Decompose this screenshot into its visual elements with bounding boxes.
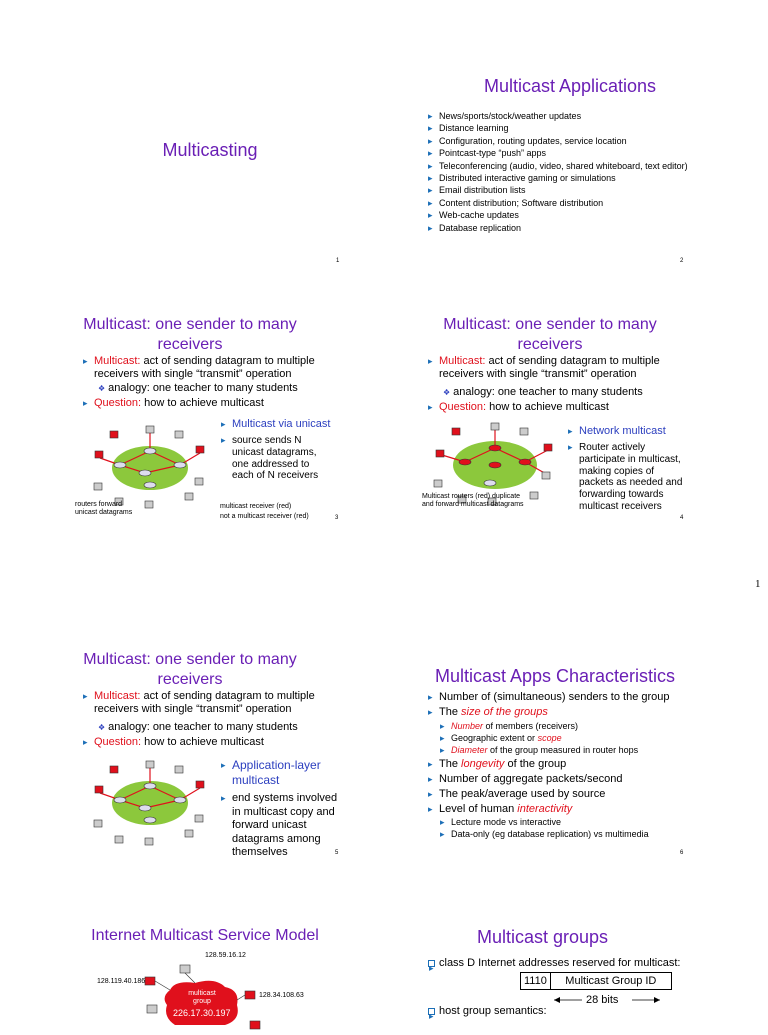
title-line: Multicast: one sender to many — [443, 316, 657, 333]
list-item — [83, 690, 328, 716]
characteristics-list-2 — [428, 757, 718, 817]
list-item: ▸ Database replication — [428, 222, 688, 234]
ip-right: 128.34.108.63 — [259, 992, 304, 999]
main-bullets — [83, 690, 328, 716]
side-heading: ▸ Application-layer multicast — [221, 758, 341, 788]
slide-4 — [400, 315, 740, 530]
group-address: 226.17.30.197 — [173, 1008, 231, 1018]
slide-number: 2 — [680, 258, 684, 264]
slide-7 — [55, 915, 395, 1024]
slide-3 — [55, 315, 395, 530]
network-diagram — [90, 423, 210, 513]
slide-number: 1 — [336, 258, 340, 264]
list-item: ▸ Number of (simultaneous) senders to the group — [428, 690, 718, 705]
emphasis: Number — [451, 721, 484, 731]
address-format — [520, 972, 672, 990]
term-multicast: Multicast: — [439, 355, 486, 367]
list-item — [440, 744, 710, 756]
text: The — [439, 706, 462, 718]
definition: act of sending datagram to multiple receivers with single “transmit” operation — [94, 690, 315, 715]
list-item: ▸ Web-cache updates — [428, 209, 688, 221]
question: how to achieve multicast — [486, 401, 609, 413]
title-line: receivers — [517, 336, 583, 353]
text: of the group — [504, 758, 567, 770]
slide-title: Multicast Apps Characteristics — [434, 666, 676, 686]
list-item: ▸ Data-only (eg database replication) vs multimedia — [440, 828, 720, 840]
slide-title — [55, 315, 325, 355]
text: of the group measured in router hops — [487, 745, 639, 755]
list-item — [440, 720, 710, 732]
list-item: ▸ Lecture mode vs interactive — [440, 816, 720, 828]
list-item: ▸ Number of aggregate packets/second — [428, 772, 718, 787]
emphasis: scope — [537, 733, 562, 743]
emphasis: Diameter — [451, 745, 488, 755]
main-bullets — [83, 355, 328, 381]
bits-label: 28 bits — [586, 994, 619, 1006]
question-bullet — [83, 736, 328, 749]
list-item — [440, 732, 710, 744]
side-heading: ▸ Network multicast — [568, 425, 683, 438]
address-prefix: 1110 — [521, 973, 551, 989]
slide-number: 3 — [335, 515, 339, 521]
title-line: receivers — [157, 671, 223, 688]
caption: Multicast routers (red) duplicate and forward multicast datagrams — [422, 493, 524, 508]
slide-number: 6 — [680, 850, 684, 856]
term-multicast: Multicast: — [94, 690, 141, 702]
side-bullets — [221, 418, 333, 482]
list-item: ▸ Teleconferencing (audio, video, shared whiteboard, text editor) — [428, 160, 688, 172]
list-item — [83, 736, 328, 749]
slide-8 — [400, 915, 740, 1024]
list-item: ▸ Configuration, routing updates, service location — [428, 135, 688, 147]
list-item — [83, 355, 328, 381]
emphasis: longevity — [461, 758, 505, 770]
term-question: Question: — [94, 397, 142, 409]
page-number: 1 — [755, 578, 761, 590]
term-question: Question: — [94, 736, 142, 748]
title-line: Multicast: one sender to many — [83, 651, 297, 668]
list-item — [428, 401, 698, 414]
ip-left: 128.119.40.186 — [97, 978, 146, 985]
characteristics-list — [428, 690, 718, 720]
list-item: ▸ Distance learning — [428, 122, 688, 134]
slide-6 — [400, 650, 740, 865]
question-bullet — [428, 401, 698, 414]
list-item — [428, 757, 718, 772]
analogy: ❖ analogy: one teacher to many students — [98, 382, 298, 394]
slide-title — [400, 315, 700, 355]
term-question: Question: — [439, 401, 487, 413]
caption-right-1: multicast receiver (red) — [220, 503, 292, 510]
title-line: receivers — [157, 336, 223, 353]
text: The — [439, 758, 462, 770]
groups-list-2 — [428, 1004, 728, 1018]
side-text: ▸ source sends N unicast datagrams, one addressed to each of N receivers — [221, 435, 333, 482]
group-label-line: group — [193, 998, 211, 1005]
main-bullets — [428, 355, 698, 381]
address-field: Multicast Group ID — [565, 975, 657, 987]
list-item: ▸ News/sports/stock/weather updates — [428, 110, 688, 122]
emphasis: size of the groups — [461, 706, 548, 718]
slide-1 — [40, 60, 380, 270]
list-item: ▸ Content distribution; Software distribution — [428, 197, 688, 209]
text: Level of human — [439, 803, 518, 815]
analogy: ❖ analogy: one teacher to many students — [443, 386, 643, 398]
question-bullet — [83, 397, 328, 410]
list-item — [428, 705, 718, 720]
size-sublist — [440, 720, 710, 756]
network-diagram — [90, 758, 210, 853]
slide-2 — [400, 60, 740, 270]
slide-title: Multicast groups — [476, 927, 609, 947]
definition: act of sending datagram to multiple receivers with single “transmit” operation — [439, 355, 660, 380]
groups-list — [428, 956, 728, 970]
app-list — [428, 110, 688, 234]
slide-title — [55, 650, 325, 690]
term-multicast: Multicast: — [94, 355, 141, 367]
slide-title: Multicasting — [162, 140, 258, 160]
list-item: ▸ Pointcast-type “push” apps — [428, 147, 688, 159]
list-item: ▸ host group semantics: — [428, 1004, 728, 1018]
caption-left: routers forward unicast datagrams — [75, 501, 133, 516]
title-line: Multicast: one sender to many — [83, 316, 297, 333]
side-bullets — [221, 758, 341, 860]
slide-number: 5 — [335, 850, 339, 856]
text: of members (receivers) — [483, 721, 579, 731]
list-item: ▸ Distributed interactive gaming or simulations — [428, 172, 688, 184]
slide-title: Internet Multicast Service Model — [91, 927, 319, 944]
ip-top: 128.59.16.12 — [205, 952, 246, 959]
list-item: ▸ class D Internet addresses reserved for multicast: — [428, 956, 728, 970]
slide-5 — [55, 650, 395, 865]
list-item: ▸ The peak/average used by source — [428, 787, 718, 802]
side-bullets — [568, 425, 683, 513]
interactivity-sublist — [440, 816, 720, 840]
list-item — [428, 802, 718, 817]
question: how to achieve multicast — [141, 736, 264, 748]
text: Geographic extent or — [451, 733, 538, 743]
list-item — [83, 397, 328, 410]
side-heading: ▸ Multicast via unicast — [221, 418, 333, 431]
group-label-line: multicast — [188, 990, 216, 997]
side-text: ▸ end systems involved in multicast copy and forward unicast datagrams among themselves — [221, 792, 341, 860]
slide-number: 4 — [680, 515, 684, 521]
list-item: ▸ Email distribution lists — [428, 184, 688, 196]
emphasis: interactivity — [517, 803, 573, 815]
question: how to achieve multicast — [141, 397, 264, 409]
slide-title: Multicast Applications — [483, 76, 657, 96]
definition: act of sending datagram to multiple receivers with single “transmit” operation — [94, 355, 315, 380]
analogy: ❖ analogy: one teacher to many students — [98, 721, 298, 733]
side-text: ▸ Router actively participate in multicast, making copies of packets as needed and forwarding towards multicast receivers — [568, 442, 683, 513]
caption-right-2: not a multicast receiver (red) — [220, 513, 309, 520]
group-label — [167, 990, 237, 1006]
list-item — [428, 355, 698, 381]
